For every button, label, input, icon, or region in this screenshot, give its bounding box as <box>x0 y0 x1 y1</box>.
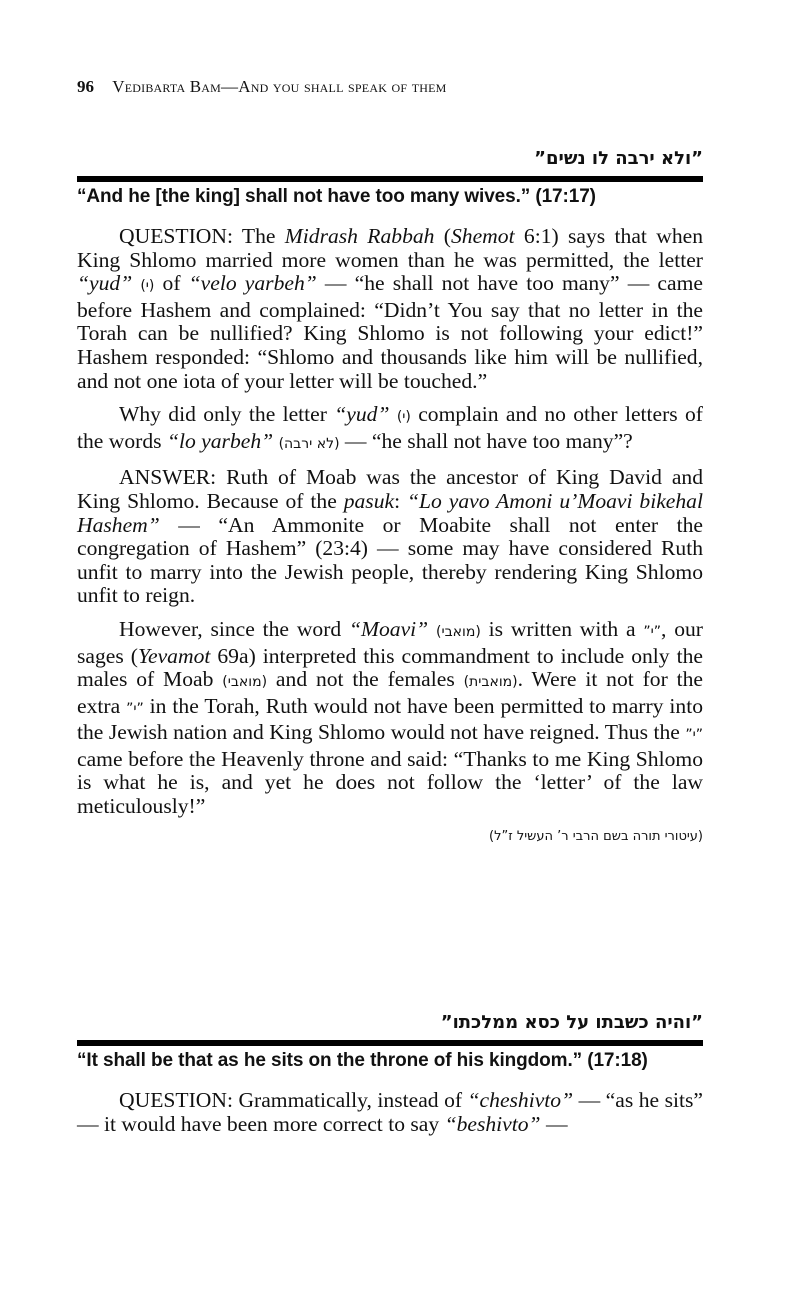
hebrew-text: (מואבי) <box>435 623 481 640</box>
hebrew-text: (מואבי) <box>222 674 268 691</box>
text-run: in the Torah, Ruth would not have been permitted to marry into the Jewish nation and King Shlomo would not have reigned. Thus the <box>77 693 703 745</box>
section-wives <box>77 148 703 844</box>
running-head <box>77 77 447 97</box>
hebrew-verse-heading: ”והיה כשבתו על כסא ממלכתו” <box>440 1012 703 1033</box>
text-run <box>428 617 436 641</box>
text-run: complain and no other letters of the words <box>77 402 704 453</box>
heading-rule <box>77 1040 703 1046</box>
text-run: came before the Heavenly throne and said: “Thanks to me King Shlomo is what he is, and yet he does not follow the ‘letter’ of the law meticulously!” <box>77 746 703 819</box>
heading-rule <box>77 176 703 182</box>
body-paragraph <box>77 1089 703 1136</box>
hebrew-text: ”י” <box>685 727 703 744</box>
text-run: . Were it not for the extra <box>77 667 703 718</box>
italic-text: “beshivto” <box>444 1111 541 1136</box>
text-run: 69a) interpreted this commandment to include only the males of Moab <box>77 643 703 692</box>
hebrew-text: (י) <box>140 278 155 295</box>
section-body <box>77 1089 703 1136</box>
source-citation: (עיטורי תורה בשם הרבי ר’ העשיל ז”ל) <box>489 828 703 844</box>
italic-text: “velo yarbeh” <box>188 271 317 296</box>
italic-text: “lo yarbeh” <box>166 428 274 453</box>
hebrew-text: (לא ירבה) <box>278 435 340 452</box>
hebrew-text: (מואבית) <box>463 674 518 691</box>
italic-text: “Lo yavo Amoni u’Moavi bikehal Hashem” <box>77 488 703 537</box>
body-paragraph <box>77 225 703 393</box>
section-throne <box>77 1012 703 1136</box>
english-verse-heading: “And he [the king] shall not have too many wives.” (17:17) <box>77 186 596 207</box>
text-run: — “An Ammonite or Moabite shall not enter the congregation of Hashem” (23:4) — some may have considered Ruth unfit to marry into the Jewish people, thereby rendering King Shlomo unfit to reign. <box>77 512 703 608</box>
english-verse-heading: “It shall be that as he sits on the throne of his kingdom.” (17:18) <box>77 1050 648 1071</box>
italic-text: Shemot <box>451 224 515 248</box>
text-run: 6:1) says that when King Shlomo married more women than he was permitted, the letter <box>77 224 703 272</box>
hebrew-text: ”י” <box>643 623 661 640</box>
italic-text: “Moavi” <box>349 616 429 641</box>
text-run: However, since the word <box>119 616 349 641</box>
text-run: of <box>154 271 189 296</box>
text-run: : <box>394 488 408 513</box>
text-run: and not the females <box>267 667 464 692</box>
italic-text: pasuk <box>343 488 395 513</box>
text-run: — “as he sits” — it would have been more correct to say <box>77 1088 703 1136</box>
text-run: ( <box>434 224 451 248</box>
book-title: Vedibarta Bam—And you shall speak of them <box>112 77 447 96</box>
section-body <box>77 225 703 819</box>
text-run: ANSWER: Ruth of Moab was the ancestor of King David and King Shlomo. Because of the <box>77 465 703 513</box>
text-run: is written with a <box>480 616 644 641</box>
italic-text: Midrash Rabbah <box>284 224 435 248</box>
italic-text: “cheshivto” <box>467 1088 574 1112</box>
text-run: — <box>540 1111 568 1136</box>
text-run: Why did only the letter <box>119 402 335 427</box>
hebrew-text: ”י” <box>126 700 144 717</box>
body-paragraph <box>77 403 703 456</box>
text-run: , our sages ( <box>77 616 703 668</box>
body-paragraph <box>77 466 703 608</box>
text-run <box>389 402 396 426</box>
text-run: QUESTION: Grammatically, instead of <box>119 1088 468 1112</box>
text-run: — “he shall not have too many”? <box>339 428 633 453</box>
body-paragraph <box>77 618 703 819</box>
italic-text: “yud” <box>77 271 133 296</box>
italic-text: Yevamot <box>137 643 211 668</box>
text-run: — “he shall not have too many” — came before Hashem and complained: “Didn’t You say that no letter in the Torah can be nullified? King Shlomo is not following your edict!” Hashem responded: “Shlomo and thousands like him will be nullified, and not one iota of your letter will be touched.” <box>77 271 703 393</box>
italic-text: “yud” <box>334 402 390 427</box>
hebrew-text: (י) <box>396 409 411 426</box>
text-run: QUESTION: The <box>119 224 285 248</box>
hebrew-verse-heading: ”ולא ירבה לו נשים” <box>534 148 703 169</box>
page-number: 96 <box>77 77 94 96</box>
